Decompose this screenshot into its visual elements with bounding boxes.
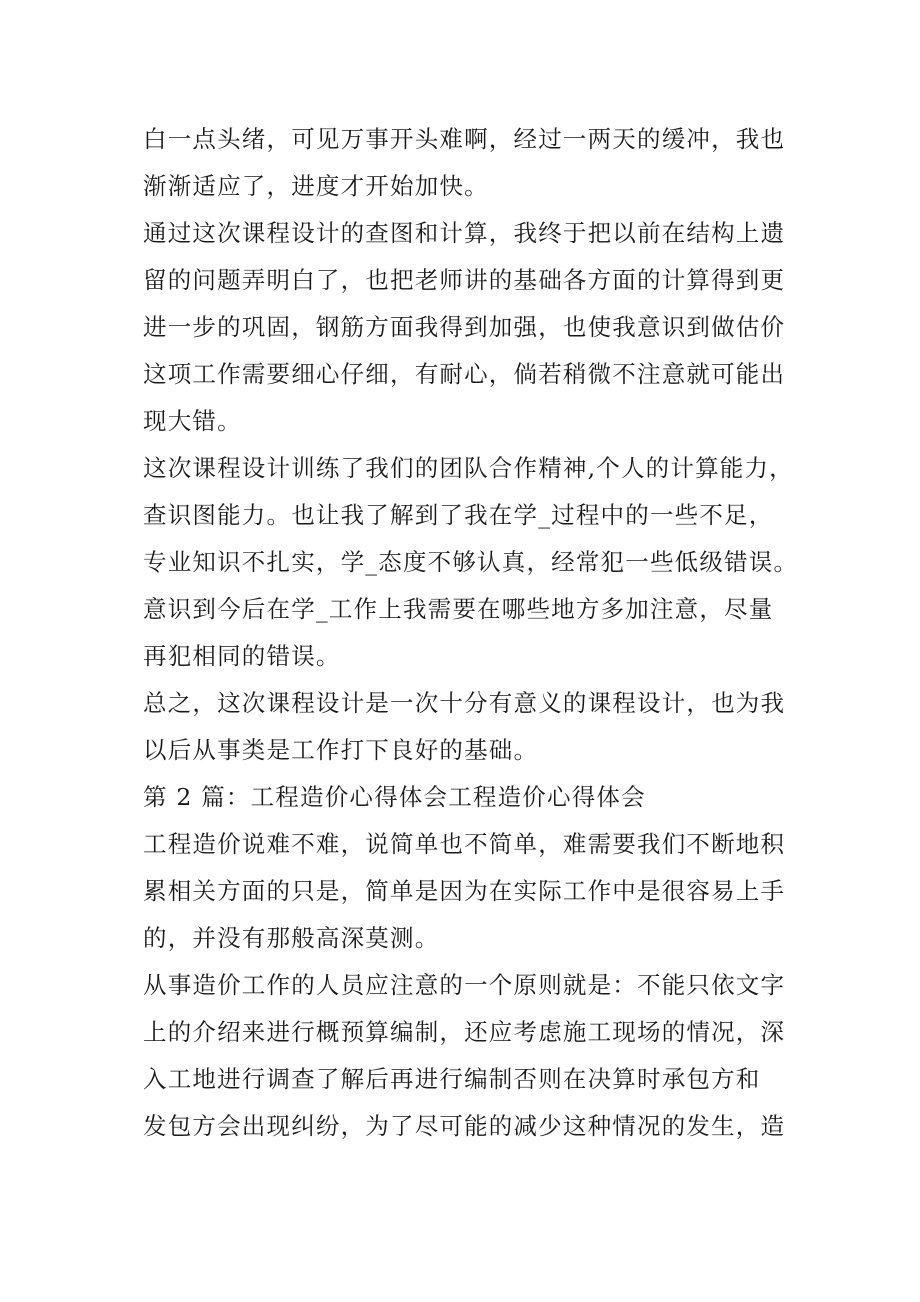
text-line: 渐渐适应了，进度才开始加快。 — [143, 172, 489, 200]
text-line: 留的问题弄明白了，也把老师讲的基础各方面的计算得到更 — [143, 266, 786, 294]
text-line: 累相关方面的只是，简单是因为在实际工作中是很容易上手 — [143, 877, 786, 905]
section-heading: 第 2 篇：工程造价心得体会工程造价心得体会 — [143, 783, 646, 811]
text-line: 发包方会出现纠纷，为了尽可能的减少这种情况的发生，造 — [143, 1112, 786, 1140]
text-line: 专业知识不扎实，学_态度不够认真，经常犯一些低级错误。 — [143, 548, 799, 576]
text-line: 意识到今后在学_工作上我需要在哪些地方多加注意，尽量 — [143, 595, 774, 623]
text-line: 从事造价工作的人员应注意的一个原则就是：不能只依文字 — [143, 971, 786, 999]
text-line: 入工地进行调查了解后再进行编制否则在决算时承包方和 — [143, 1065, 761, 1093]
text-line: 以后从事类是工作打下良好的基础。 — [143, 736, 539, 764]
text-line: 这项工作需要细心仔细，有耐心，倘若稍微不注意就可能出 — [143, 360, 786, 388]
text-line: 总之，这次课程设计是一次十分有意义的课程设计，也为我 — [143, 689, 786, 717]
text-line: 上的介绍来进行概预算编制，还应考虑施工现场的情况，深 — [143, 1018, 786, 1046]
text-line: 再犯相同的错误。 — [143, 642, 341, 670]
text-line: 通过这次课程设计的查图和计算，我终于把以前在结构上遗 — [143, 219, 786, 247]
text-line: 进一步的巩固，钢筋方面我得到加强，也使我意识到做估价 — [143, 313, 786, 341]
text-line: 查识图能力。也让我了解到了我在学_过程中的一些不足， — [143, 501, 774, 529]
text-line: 的，并没有那般高深莫测。 — [143, 924, 440, 952]
text-line: 这次课程设计训练了我们的团队合作精神,个人的计算能力， — [143, 454, 794, 482]
document-body — [143, 116, 799, 1150]
text-line: 现大错。 — [143, 407, 242, 435]
text-line: 白一点头绪，可见万事开头难啊，经过一两天的缓冲，我也 — [143, 125, 786, 153]
text-line: 工程造价说难不难，说简单也不简单，难需要我们不断地积 — [143, 830, 786, 858]
